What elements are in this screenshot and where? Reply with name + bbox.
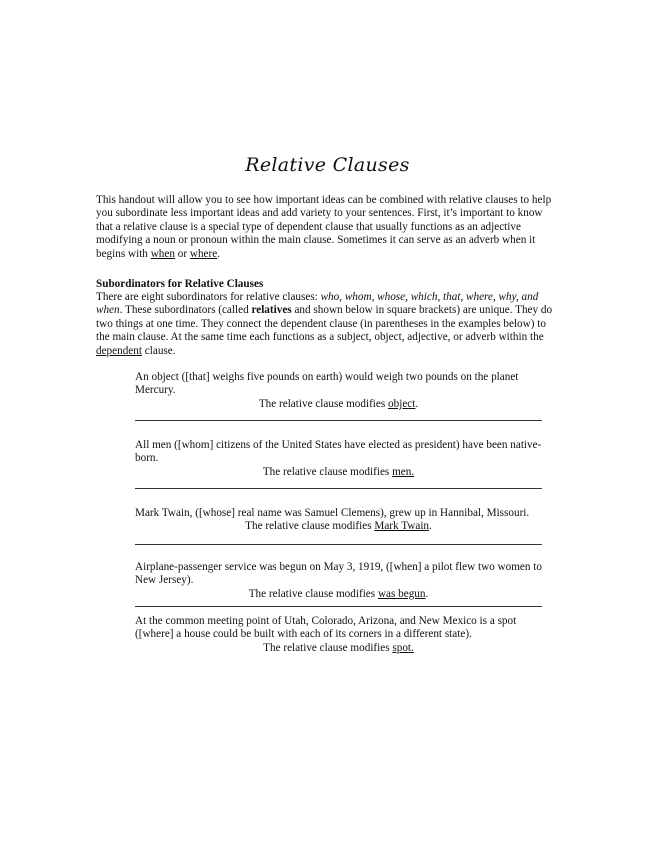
example-2: [135, 439, 542, 479]
page-title: Relative Clauses: [245, 154, 410, 176]
separator-rule: [135, 488, 542, 489]
sub-text-mid2: and shown below in square brackets) are unique. They do two things at one time. They connect the dependent clause (in parentheses in the examples below) to the main clause. At the same time each functions as a subject, object, adjective, or adverb within the: [96, 304, 553, 344]
example-modifier-line: [135, 466, 542, 479]
subordinator-list: who, whom, whose, which, that, where, why, and when: [96, 291, 539, 317]
relatives-term: relatives: [251, 304, 292, 317]
subordinators-paragraph: [96, 291, 560, 358]
word-when: when: [150, 247, 175, 260]
modifier-suffix: .: [425, 587, 429, 600]
intro-or: or: [174, 247, 190, 260]
example-modifier-line: [135, 588, 542, 601]
sub-text-start: There are eight subordinators for relative clauses:: [96, 291, 321, 303]
modified-word: Mark Twain: [374, 520, 430, 533]
example-5: [135, 615, 542, 655]
modifier-suffix: .: [415, 397, 419, 410]
intro-paragraph: [96, 194, 558, 261]
intro-end: .: [217, 247, 220, 260]
separator-rule: [135, 606, 542, 607]
modifier-prefix: The relative clause modifies: [248, 587, 378, 600]
example-4: [135, 561, 542, 601]
modified-word: was begun: [377, 587, 426, 600]
word-where: where: [189, 247, 218, 260]
separator-rule: [135, 544, 542, 545]
modifier-prefix: The relative clause modifies: [245, 520, 375, 533]
separator-rule: [135, 420, 542, 421]
modifier-prefix: The relative clause modifies: [263, 641, 393, 654]
example-sentence: All men ([whom] citizens of the United States have elected as president) have been native-born.: [135, 439, 542, 465]
modifier-prefix: The relative clause modifies: [262, 465, 393, 478]
intro-text: This handout will allow you to see how important ideas can be combined with relative clauses to help you subordinate less important ideas and add variety to your sentences. First, it’s important to know that a relative clause is a special type of dependent clause that usually functions as an adjective modifying a noun or pronoun within the main clause. Sometimes it can serve as an adverb when it begins with: [96, 194, 552, 260]
example-modifier-line: [135, 520, 542, 533]
example-modifier-line: [135, 642, 542, 655]
sub-text-end: clause.: [141, 344, 176, 357]
example-modifier-line: [135, 398, 542, 411]
modified-word: men.: [392, 465, 415, 478]
example-sentence: An object ([that] weighs five pounds on earth) would weigh two pounds on the planet Mercury.: [135, 371, 519, 397]
modifier-prefix: The relative clause modifies: [258, 397, 389, 410]
example-1: [135, 371, 542, 411]
word-dependent: dependent: [96, 344, 142, 357]
example-sentence: At the common meeting point of Utah, Colorado, Arizona, and New Mexico is a spot ([where] a house could be built with each of its corners in a different state).: [135, 615, 517, 641]
example-sentence: Airplane-passenger service was begun on May 3, 1919, ([when] a pilot flew two women to New Jersey).: [135, 561, 542, 587]
modified-word: object: [388, 397, 416, 410]
sub-text-mid1: . These subordinators (called: [119, 304, 252, 317]
modifier-suffix: .: [429, 520, 432, 533]
section-heading: Subordinators for Relative Clauses: [96, 278, 264, 290]
example-sentence: Mark Twain, ([whose] real name was Samuel Clemens), grew up in Hannibal, Missouri.: [135, 507, 530, 519]
example-3: [135, 507, 542, 534]
modified-word: spot.: [392, 641, 414, 654]
